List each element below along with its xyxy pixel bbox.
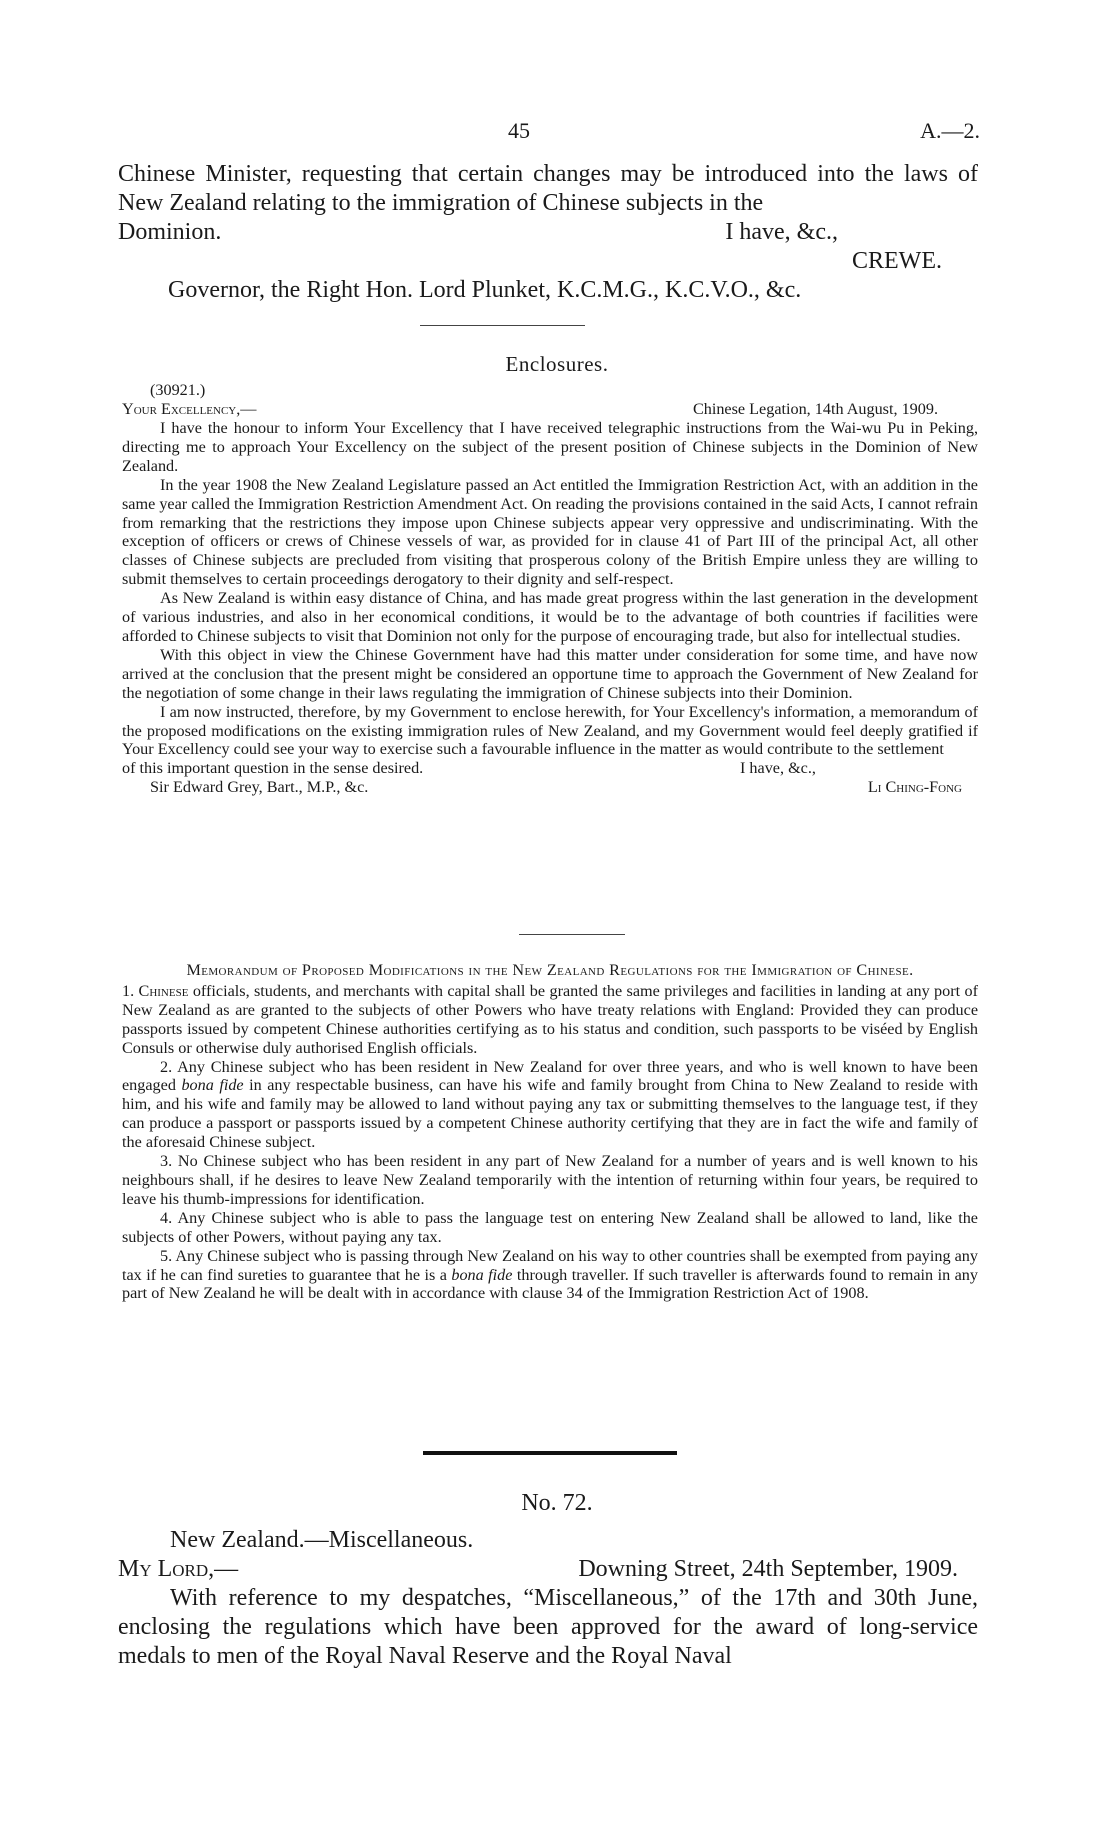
file-reference: (30921.) — [150, 381, 206, 399]
item-1-lead: 1. Chinese — [122, 981, 189, 1000]
letter-paragraph: I am now instructed, therefore, by my Government to enclose herewith, for Your Excellency's information, a memorandum of the proposed modifications on the existing immigration rules of New Zealand, and my Government would feel deeply gratified if Your Excellency could see your way to exercise such a favourable influence in the matter as would contribute to the settlement — [122, 702, 978, 759]
memorandum-item-3: 3. No Chinese subject who has been resident in any part of New Zealand for a number of years and is well known to his neighbours shall, if he desires to leave New Zealand temporarily with the intention of returning within four years, be required to leave his thumb-impressions for identification. — [122, 1152, 978, 1208]
item-5-text-a: 5. Any Chinese subject who is passing through New Zealand on his way to other countries shall be exempted from paying any tax if he can find sureties to guarantee that he is a — [122, 1246, 978, 1284]
memorandum-item-2 — [122, 1058, 978, 1153]
letter-paragraph: As New Zealand is within easy distance of China, and has made great progress within the last generation in the development of various industries, and also in her economical conditions, it would be to the advantage of both countries if facilities were afforded to Chinese subjects to visit that Dominion not only for the purpose of encouraging trade, but also for intellectual studies. — [122, 589, 978, 645]
separator-rule — [519, 934, 625, 935]
memorandum-title: Memorandum of Proposed Modifications in the New Zealand Regulations for the Immigration of Chinese. — [186, 961, 914, 979]
enclosures-title: Enclosures. — [505, 352, 609, 376]
letter-paragraph: I have the honour to inform Your Excellency that I have received telegraphic instructions from the Wai-wu Pu in Peking, directing me to approach Your Excellency on the subject of the present position of Chinese subjects in the Dominion of New Zealand. — [122, 419, 978, 475]
letter-closing-row — [122, 759, 978, 778]
item-2-text-a: 2. Any Chinese subject who has been resident in New Zealand for over three years, and who is well known to have been engaged — [122, 1057, 978, 1095]
addressee: Governor, the Right Hon. Lord Plunket, K.C.M.G., K.C.V.O., &c. — [168, 277, 802, 303]
enclosure-letter — [122, 381, 978, 797]
letter-paragraph: In the year 1908 the New Zealand Legislature passed an Act entitled the Immigration Restriction Act, with an addition in the same year called the Immigration Restriction Amendment Act. On reading the provisions contained in the said Acts, I cannot refrain from remarking that the restrictions they impose upon Chinese subjects appear very oppressive and undiscriminating. With the exception of officers or crews of Chinese vessels of war, as provided for in clause 41 of Part III of the principal Act, all other classes of Chinese subjects are precluded from visiting that prosperous colony of the British Empire unless they are willing to submit themselves to certain proceedings derogatory to their dignity and self-respect. — [122, 475, 978, 589]
signature: CREWE. — [852, 248, 942, 274]
closing-row — [118, 218, 978, 247]
reference-row — [122, 381, 978, 400]
memorandum-item-4: 4. Any Chinese subject who is able to pass the language test on entering New Zealand shall be allowed to land, like the subjects of other Powers, without paying any tax. — [122, 1208, 978, 1246]
item-5-italic: bona fide — [451, 1265, 513, 1284]
subject-row — [118, 1526, 978, 1555]
letter-paragraph: With this object in view the Chinese Government have had this matter under consideration for some time, and have now arrived at the conclusion that the present might be considered an opportune time to approach the Government of New Zealand for the negotiation of some change in their laws regulating the immigration of Chinese subjects into their Dominion. — [122, 645, 978, 702]
item-2-italic: bona fide — [181, 1076, 244, 1095]
letter-signature: Li Ching-Fong — [867, 778, 962, 797]
letter-last-line: of this important question in the sense desired. — [122, 759, 424, 778]
letter-closing: I have, &c., — [740, 759, 816, 778]
continuation-paragraph: Chinese Minister, requesting that certain changes may be introduced into the laws of New Zealand relating to the immigration of Chinese subjects in the — [118, 161, 978, 216]
dateline: Chinese Legation, 14th August, 1909. — [692, 400, 938, 418]
despatch-72 — [118, 1526, 978, 1671]
despatch-salutation: My Lord,— — [118, 1556, 239, 1582]
despatch-text: With reference to my despatches, “Miscellaneous,” of the 17th and 30th June, enclosing the regulations which have been approved for the award of long-service medals to men of the Royal Naval Reserve and the Royal Naval — [118, 1585, 978, 1669]
series-reference: A.—2. — [920, 118, 980, 143]
despatch-number: No. 72. — [521, 1490, 593, 1516]
item-1-text: officials, students, and merchants with capital shall be granted the same privileges and facilities in landing at any port of New Zealand as are granted to the subjects of other Powers who have treaty relations with England: Provided they can produce passports issued by competent Chinese authorities certifying as to his status and condition, such passports to be viséed by English Consuls or otherwise duly authorised English officials. — [122, 981, 978, 1057]
closing-formula: I have, &c., — [725, 219, 838, 245]
page-number: 45 — [508, 118, 530, 143]
salutation-row — [122, 400, 978, 419]
signature-row — [118, 247, 978, 276]
item-5-text-b: through traveller. If such traveller is afterwards found to remain in any part of New Zealand he will be dealt with in accordance with clause 34 of the Immigration Restriction Act of 1908. — [122, 1265, 978, 1303]
despatch-subject: New Zealand.—Miscellaneous. — [170, 1527, 474, 1553]
item-2-text-b: in any respectable business, can have his wife and family brought from China to New Zealand to reside with him, and his wife and family may be allowed to land without paying any tax or submitting themselves to the language test, if they can produce a passport or passports issued by a competent Chinese authority certifying that they are in fact the wife and family of the aforesaid Chinese subject. — [122, 1076, 978, 1152]
memorandum — [122, 961, 978, 1303]
page-header — [0, 118, 1114, 148]
letter-signature-row — [122, 778, 978, 797]
separator-rule — [420, 325, 585, 326]
despatch-continuation — [118, 160, 978, 305]
section-divider — [423, 1451, 677, 1455]
memorandum-item-5 — [122, 1247, 978, 1304]
despatch-dateline: Downing Street, 24th September, 1909. — [578, 1556, 958, 1582]
salutation: Your Excellency,— — [122, 400, 257, 418]
continuation-last-line: Dominion. — [118, 219, 222, 245]
memorandum-item-1 — [122, 982, 978, 1058]
letter-addressee: Sir Edward Grey, Bart., M.P., &c. — [150, 778, 369, 797]
despatch-salutation-row — [118, 1555, 978, 1584]
